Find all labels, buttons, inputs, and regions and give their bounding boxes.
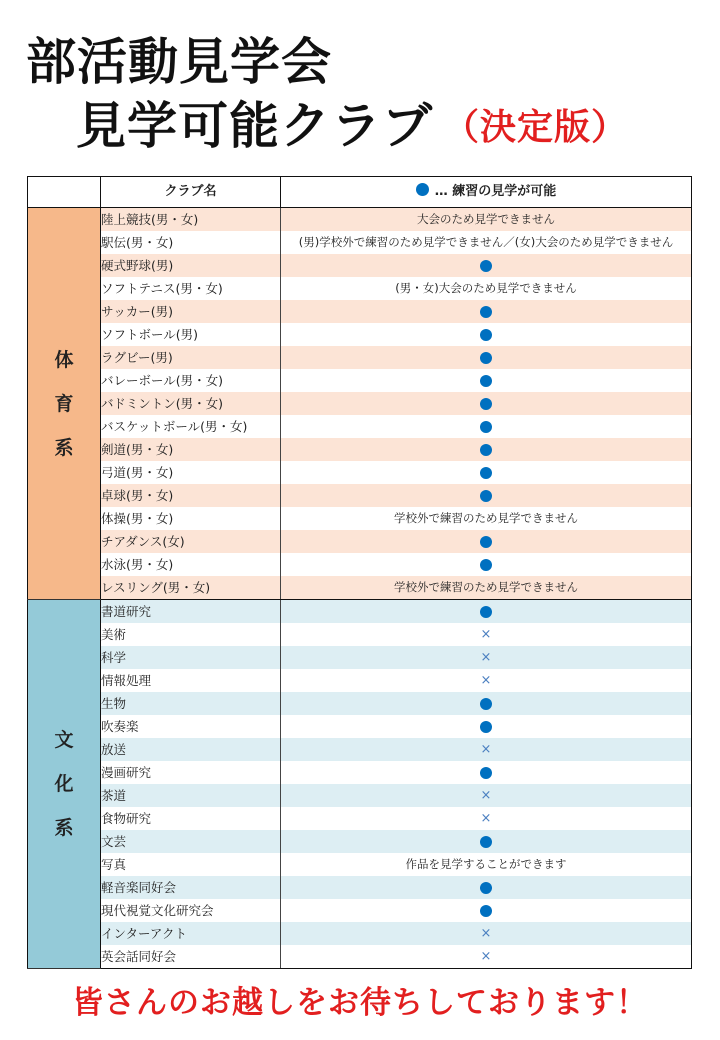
club-name: バドミントン(男・女) <box>101 392 281 415</box>
table-row <box>28 369 692 392</box>
club-status <box>281 692 692 715</box>
club-table <box>27 176 692 969</box>
table-row <box>28 254 692 277</box>
club-status <box>281 899 692 922</box>
club-status <box>281 484 692 507</box>
club-status <box>281 277 692 300</box>
table-row <box>28 392 692 415</box>
club-name: 生物 <box>101 692 281 715</box>
club-status <box>281 300 692 323</box>
unavailable-cross-mark: × <box>480 949 492 964</box>
available-dot-icon <box>480 421 492 433</box>
club-status <box>281 438 692 461</box>
club-name: 美術 <box>101 623 281 646</box>
club-status <box>281 945 692 969</box>
club-name: サッカー(男) <box>101 300 281 323</box>
available-dot-icon <box>480 559 492 571</box>
club-name: 書道研究 <box>101 600 281 624</box>
table-row <box>28 530 692 553</box>
club-status <box>281 507 692 530</box>
club-name: 吹奏楽 <box>101 715 281 738</box>
page-title-line1: 部活動見学会 <box>26 33 332 91</box>
club-name: 軽音楽同好会 <box>101 876 281 899</box>
header-status-label: … 練習の見学が可能 <box>434 184 557 199</box>
sports-category-char: 系 <box>54 436 74 459</box>
club-name: バレーボール(男・女) <box>101 369 281 392</box>
unavailable-cross-mark: × <box>480 742 492 757</box>
club-name: 漫画研究 <box>101 761 281 784</box>
available-dot-icon <box>480 352 492 364</box>
unavailable-cross-mark: × <box>480 788 492 803</box>
club-name: 食物研究 <box>101 807 281 830</box>
available-dot-icon <box>480 767 492 779</box>
sports-category-char: 育 <box>54 392 74 415</box>
table-row <box>28 899 692 922</box>
club-name: 駅伝(男・女) <box>101 231 281 254</box>
status-note: 学校外で練習のため見学できません <box>394 511 578 525</box>
club-status <box>281 784 692 807</box>
club-status <box>281 830 692 853</box>
club-name: 弓道(男・女) <box>101 461 281 484</box>
table-row <box>28 553 692 576</box>
table-row <box>28 323 692 346</box>
club-status <box>281 853 692 876</box>
club-name: インターアクト <box>101 922 281 945</box>
club-name: 情報処理 <box>101 669 281 692</box>
page-title-main: 見学可能クラブ <box>76 97 433 155</box>
unavailable-cross-mark: × <box>480 811 492 826</box>
club-status <box>281 553 692 576</box>
table-row <box>28 922 692 945</box>
club-status <box>281 922 692 945</box>
available-dot-icon <box>480 329 492 341</box>
table-row <box>28 346 692 369</box>
club-status <box>281 254 692 277</box>
club-table-body <box>28 208 692 969</box>
club-status <box>281 669 692 692</box>
table-row <box>28 600 692 624</box>
club-name: 水泳(男・女) <box>101 553 281 576</box>
table-row <box>28 738 692 761</box>
footer-message: 皆さんのお越しをお待ちしております！ <box>72 985 648 1021</box>
club-name: バスケットボール(男・女) <box>101 415 281 438</box>
club-status <box>281 323 692 346</box>
table-row <box>28 830 692 853</box>
club-status <box>281 738 692 761</box>
table-row <box>28 461 692 484</box>
available-dot-icon <box>480 905 492 917</box>
club-status <box>281 715 692 738</box>
table-row <box>28 507 692 530</box>
club-status <box>281 415 692 438</box>
available-dot-icon <box>480 721 492 733</box>
club-name: 放送 <box>101 738 281 761</box>
table-row <box>28 484 692 507</box>
unavailable-cross-mark: × <box>480 650 492 665</box>
table-row <box>28 876 692 899</box>
table-row <box>28 784 692 807</box>
club-name: 剣道(男・女) <box>101 438 281 461</box>
table-row <box>28 669 692 692</box>
version-label: （決定版） <box>443 107 629 148</box>
club-name: ラグビー(男) <box>101 346 281 369</box>
club-name: 体操(男・女) <box>101 507 281 530</box>
available-dot-icon <box>480 306 492 318</box>
club-name: 硬式野球(男) <box>101 254 281 277</box>
culture-category-char: 文 <box>54 729 74 751</box>
table-row <box>28 438 692 461</box>
available-dot-icon <box>480 467 492 479</box>
available-dot-icon <box>480 836 492 848</box>
available-dot-icon <box>480 260 492 272</box>
table-row <box>28 853 692 876</box>
table-row <box>28 576 692 600</box>
club-status <box>281 576 692 600</box>
club-status <box>281 761 692 784</box>
club-name: 現代視覚文化研究会 <box>101 899 281 922</box>
sports-category-char: 体 <box>54 348 74 371</box>
table-row <box>28 623 692 646</box>
unavailable-cross-mark: × <box>480 673 492 688</box>
status-note: 学校外で練習のため見学できません <box>394 580 578 594</box>
table-header-row <box>28 177 692 208</box>
table-row <box>28 300 692 323</box>
header-category-cell <box>28 177 101 208</box>
table-row <box>28 945 692 969</box>
unavailable-cross-mark: × <box>480 926 492 941</box>
available-dot-icon <box>480 536 492 548</box>
club-status <box>281 461 692 484</box>
club-status <box>281 530 692 553</box>
table-row <box>28 761 692 784</box>
available-dot-icon <box>480 490 492 502</box>
legend-dot-icon <box>416 183 429 196</box>
club-status <box>281 876 692 899</box>
table-row <box>28 807 692 830</box>
club-status <box>281 600 692 624</box>
culture-category-char: 化 <box>54 773 74 795</box>
club-name: 陸上競技(男・女) <box>101 208 281 232</box>
available-dot-icon <box>480 698 492 710</box>
club-status <box>281 623 692 646</box>
available-dot-icon <box>480 398 492 410</box>
header-club-name: クラブ名 <box>101 177 281 208</box>
club-name: 英会話同好会 <box>101 945 281 969</box>
club-name: 茶道 <box>101 784 281 807</box>
table-row <box>28 646 692 669</box>
header-status <box>281 177 692 208</box>
available-dot-icon <box>480 444 492 456</box>
club-status <box>281 392 692 415</box>
culture-category-cell <box>28 600 101 969</box>
table-row <box>28 415 692 438</box>
table-row <box>28 208 692 232</box>
club-name: 卓球(男・女) <box>101 484 281 507</box>
club-status <box>281 208 692 232</box>
club-status <box>281 369 692 392</box>
club-name: 文芸 <box>101 830 281 853</box>
status-note: (男)学校外で練習のため見学できません／(女)大会のため見学できません <box>298 235 674 249</box>
club-name: 写真 <box>101 853 281 876</box>
club-status <box>281 807 692 830</box>
status-note: (男・女)大会のため見学できません <box>395 281 577 295</box>
page-title-line2 <box>76 98 628 156</box>
club-name: ソフトボール(男) <box>101 323 281 346</box>
club-name: レスリング(男・女) <box>101 576 281 600</box>
table-row <box>28 692 692 715</box>
table-row <box>28 231 692 254</box>
club-status <box>281 231 692 254</box>
culture-category-char: 系 <box>54 817 74 839</box>
club-name: 科学 <box>101 646 281 669</box>
status-note: 作品を見学することができます <box>405 857 567 871</box>
available-dot-icon <box>480 375 492 387</box>
table-row <box>28 715 692 738</box>
available-dot-icon <box>480 606 492 618</box>
available-dot-icon <box>480 882 492 894</box>
club-name: チアダンス(女) <box>101 530 281 553</box>
club-status <box>281 646 692 669</box>
club-status <box>281 346 692 369</box>
table-row <box>28 277 692 300</box>
sports-category-cell <box>28 208 101 600</box>
unavailable-cross-mark: × <box>480 627 492 642</box>
status-note: 大会のため見学できません <box>417 212 555 226</box>
club-name: ソフトテニス(男・女) <box>101 277 281 300</box>
